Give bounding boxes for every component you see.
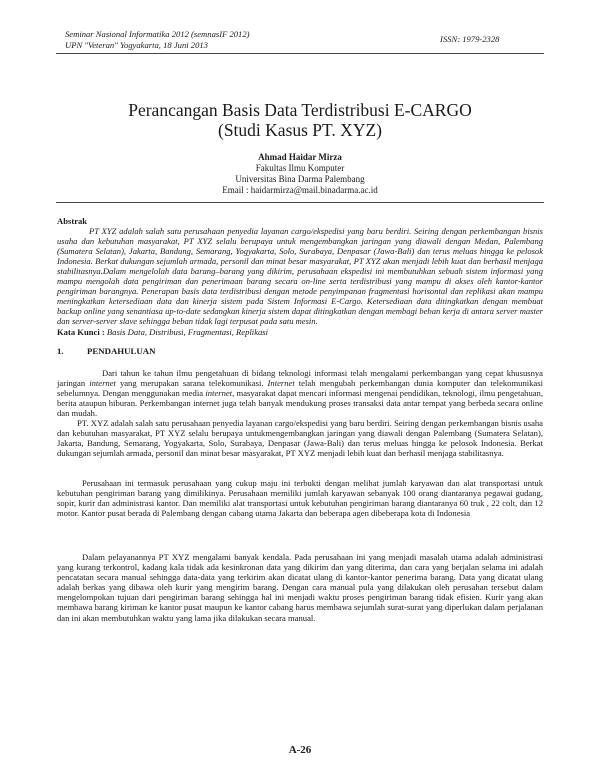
body-paragraph-1: Dari tahun ke tahun ilmu pengetahuan di bidang teknologi informasi telah mengalami perkembangan yang cepat khususnya jaringan internet yang merupakan sarana telekomunikasi. Internet telah mengubah perkembangan dunia komputer dan telekomunikasi sebelumnya. Dengan menggunakan media internet, masyarakat dapat mencari informasi mengenai pendidikan, teknologi, ilmu pengetahuan, berita ataupun hiburan. Perkembangan internet juga telah banyak mendukung proses transaksi data antar tempat yang berbeda secara online dan mudah. bbox=[57, 368, 543, 419]
body-paragraph-4: Dalam pelayanannya PT XYZ mengalami banyak kendala. Pada perusahaan ini yang menjadi masalah utama adalah administrasi yang kurang terkontrol, kadang kala tidak ada kesinkronan data yang dikirim dan yang diterima, dan cara yang berjalan selama ini adalah pencatatan secara manual sehingga data-data yang terkirim akan dicatat ulang di kantor-kantor penerima barang. Data yang dicatat ulang adalah berkas yang dibawa oleh kurir yang mengirim barang. Dengan cara manual pula yang dilakukan oleh perusahan tersebut dalam mengelompokan tujuan dari pengiriman barang sehingga hal ini menjadi waktu proses pengiriman barang tidak efisien. Kurir yang akan membawa barang kiriman ke kantor pusat maupun ke kantor cabang harus membawa sejumlah surat-surat yang diperlukan dalam perjalanan dan ini akan membutuhkan waktu yang lama jika dilakukan secara manual. bbox=[57, 552, 543, 623]
author-name: Ahmad Haidar Mirza bbox=[258, 152, 342, 162]
header-conference: Seminar Nasional Informatika 2012 (semnasIF 2012) bbox=[65, 29, 250, 39]
author-faculty: Fakultas Ilmu Komputer bbox=[255, 163, 345, 173]
section-heading bbox=[57, 346, 155, 356]
header-issn: ISSN: 1979-2328 bbox=[440, 34, 500, 44]
body-paragraph-3: Perusahaan ini termasuk perusahaan yang cukup maju ini terbukti dengan melihat jumlah karyawan dan alat transportasi untuk kebutuhan pengiriman barang yang dimilikinya. Perusahaan memiliki jumlah karyawan sebanyak 100 orang diantaranya pegawai gudang, sopir, kurir dan administrasi kantor. Dan memiliki alat transportasi untuk kebutuhan pengiriman barang diantaranya 60 truk , 22 colt, dan 12 motor. Kantor pusat berada di Palembang dengan cabang utama Jakarta dan beberapa agen dibeberapa kota di Indonesia bbox=[57, 478, 543, 519]
keywords bbox=[57, 327, 268, 337]
keywords-label: Kata Kunci : bbox=[57, 327, 105, 337]
keywords-text: Basis Data, Distribusi, Fragmentasi, Replikasi bbox=[106, 327, 269, 337]
page-number: A-26 bbox=[288, 744, 312, 756]
author-university: Universitas Bina Darma Palembang bbox=[235, 174, 365, 184]
paper-title: Perancangan Basis Data Terdistribusi E-CARGO bbox=[128, 100, 472, 120]
header-venue: UPN "Veteran" Yogyakarta, 18 Juni 2013 bbox=[65, 40, 208, 50]
header-rule bbox=[56, 53, 544, 54]
body-paragraph-2: PT. XYZ adalah salah satu perusahaan penyedia layanan cargo/ekspedisi yang baru berdiri. Seiring dengan perkembangan bisnis usaha dan kebutuhan masyarakat, PT XYZ selalu berupaya untukmengembangkan jaringan yang diawali dengan Palembang (Sumatera Selatan), Jakarta, Bandung, Semarang, Yogyakarta, Solo, Surabaya, Denpasar (Jawa-Bali) dan terus meluas hingga ke pelosok Indonesia. Berkat dukungan sejumlah armada, personil dan minat besar masyarakat, PT XYZ menjadi lebih kuat dan berhasil menjaga stabilitasnya. bbox=[57, 418, 543, 459]
abstract-text: PT XYZ adalah salah satu perusahaan penyedia layanan cargo/ekspedisi yang baru berdiri. Seiring dengan perkembangan bisnis usaha dan kebutuhan masyarakat, PT XYZ selalu berupaya untuk mengembangkan jaringan yang diawali dengan Medan, Palembang (Sumatera Selatan), Jakarta, Bandung, Semarang, Yogyakarta, Solo, Surabaya, Denpasar (Jawa-Bali) dan terus meluas hingga ke pelosok Indonesia. Berkat dukungan sejumlah armada, personil dan minat besar masyarakat, PT XYZ akan menjadi lebih kuat dan berhasil menjaga stabilitasnya.Dalam mengelolah data barang–barang yang dikirim, perusahaan ekspedisi ini membutuhkan sebuah sistem informasi yang mampu mengolah data pengiriman dan penerimaan barang secara on-line serta terdistribusi yang mampu di akses oleh kantor-kantor pengiriman barangnya. Penerapan basis data terdistribusi dengan metode penyimpanan fragmentasi horisontal dan replikasi akan mampu meningkatkan ketersediaan data dan kinerja sistem pada Sistem Informasi E-Cargo. Ketersediaan data ditingkatkan dengan membuat backup online yang senantiasa up-to-date sedangkan kinerja sistem dapat ditingkatkan dengan membagi beban kerja di antara server master dan server-server slave sehingga beban tidak lagi terpusat pada satu mesin. bbox=[57, 226, 543, 327]
abstract-rule bbox=[56, 202, 544, 203]
author-email: Email : haidarmirza@mail.binadarma.ac.id bbox=[222, 185, 378, 195]
abstract-label: Abstrak bbox=[57, 216, 88, 226]
section-number: 1. bbox=[57, 346, 64, 356]
section-title: PENDAHULUAN bbox=[87, 346, 156, 356]
paper-subtitle: (Studi Kasus PT. XYZ) bbox=[218, 120, 382, 140]
